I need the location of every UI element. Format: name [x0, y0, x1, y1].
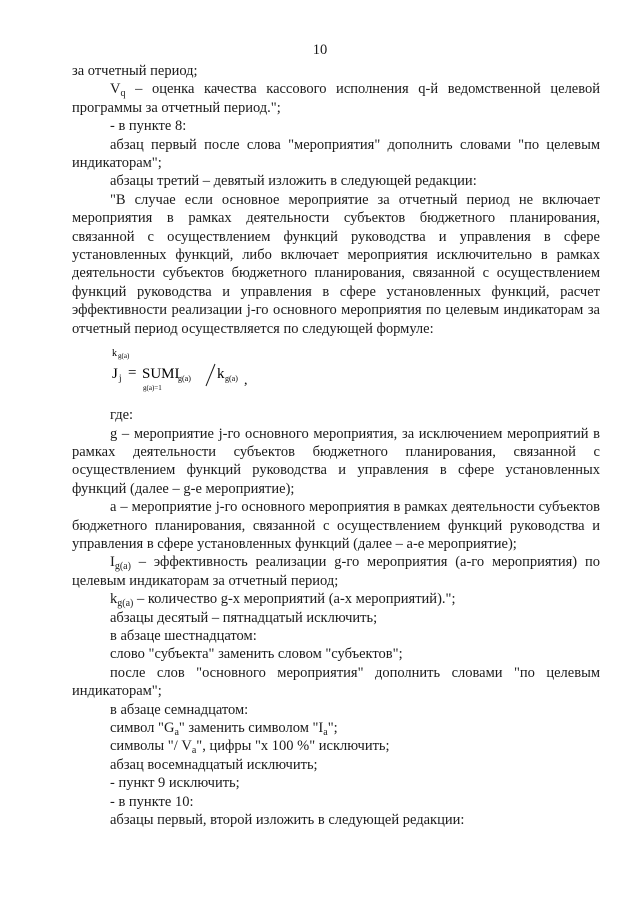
- formula-lhs-sub: j: [119, 373, 122, 384]
- formula-operator: SUMI: [142, 366, 180, 383]
- paragraph-item-10-amend: абзацы первый, второй изложить в следующей редакции:: [110, 812, 465, 829]
- paragraph-where: где:: [110, 407, 134, 424]
- formula-equals: =: [128, 365, 137, 382]
- paragraph-item-9: - пункт 9 исключить;: [110, 775, 240, 792]
- paragraph-new-text: "В случае если основное мероприятие за отчетный период не включает мероприятия в рамках деятельности субъектов бюджетного планирования, связанной с осуществлением функций руководства и управления в сфере установленных функций, либо включает мероприятия исключительно в рамках деятельности субъектов бюджетного планирования, связанной с осуществлением функций руководства и управления в сфере установленных функций, расчет эффективности реализации j-го основного мероприятия по целевым индикаторам за отчетный период осуществляется по следующей формуле:: [72, 191, 600, 337]
- formula-lower: g(a)=1: [143, 384, 162, 393]
- formula-denominator: k: [217, 366, 225, 383]
- exclude-text-b: ", цифры "х 100 %" исключить;: [196, 738, 390, 755]
- symbol-text-c: ";: [327, 720, 338, 736]
- paragraph-period-end: за отчетный период;: [72, 63, 198, 79]
- k-symbol: k: [110, 591, 118, 608]
- paragraph-i-definition: [72, 553, 600, 590]
- symbol-text-b: " заменить символом "I: [178, 720, 324, 736]
- paragraph-item-10: - в пункте 10:: [110, 793, 194, 810]
- vq-subscript: q: [120, 88, 126, 100]
- paragraph-16-heading: в абзаце шестнадцатом:: [110, 627, 257, 644]
- vq-text: – оценка качества кассового исполнения q-й ведомственной целевой программы за отчетный период.";: [72, 81, 600, 116]
- page-number: 10: [312, 42, 328, 58]
- formula-lhs: J: [112, 366, 118, 383]
- formula-upper-sub: g(a): [118, 352, 130, 361]
- paragraph-a-definition: a – мероприятие j-го основного мероприятия в рамках деятельности субъектов бюджетного планирования, связанной с осуществлением функций руководства и управления в сфере установленных функций (далее – а-е мероприятие);: [72, 499, 600, 552]
- formula-denominator-sub: g(a): [225, 374, 238, 384]
- symbol-text-a: символ "G: [110, 720, 175, 736]
- formula-graphic: [72, 344, 272, 396]
- k-subscript: g(a): [117, 598, 134, 610]
- efficiency-formula: [72, 344, 600, 396]
- symbol-sub-a: a: [174, 727, 179, 738]
- paragraph-18-exclude: абзац восемнадцатый исключить;: [110, 756, 318, 773]
- formula-term-sub: g(a): [178, 374, 191, 384]
- paragraph-17-heading: в абзаце семнадцатом:: [110, 701, 249, 718]
- formula-upper: k: [112, 348, 117, 360]
- i-subscript: g(a): [114, 561, 131, 573]
- paragraph-17-exclude: [72, 737, 600, 755]
- formula-slash: [206, 364, 215, 386]
- formula-comma: ,: [244, 373, 248, 389]
- k-text: – количество g-х мероприятий (а-х мероприятий).";: [133, 591, 456, 608]
- paragraph-17-symbol: [72, 719, 600, 737]
- document-body: [72, 62, 600, 829]
- paragraph-first-para-amend: абзац первый после слова "мероприятия" дополнить словами "по целевым индикаторам";: [72, 136, 600, 172]
- paragraph-10-15-exclude: абзацы десятый – пятнадцатый исключить;: [110, 609, 378, 626]
- i-symbol: I: [110, 554, 115, 571]
- paragraph-item-8: - в пункте 8:: [110, 118, 187, 135]
- paragraph-g-definition: g – мероприятие j-го основного мероприятия, за исключением мероприятий в рамках деятельности субъектов бюджетного планирования, связанной с осуществлением функций руководства и управления в сфере установленных функций (далее – g-е мероприятие);: [72, 425, 600, 497]
- paragraph-vq-definition: [72, 80, 600, 117]
- paragraph-3-9-amend: абзацы третий – девятый изложить в следующей редакции:: [110, 173, 477, 190]
- paragraph-16-add: после слов "основного мероприятия" дополнить словами "по целевым индикаторам";: [72, 664, 600, 700]
- symbol-sub-b: a: [323, 727, 328, 738]
- vq-symbol: V: [110, 81, 121, 98]
- paragraph-16-replace: слово "субъекта" заменить словом "субъектов";: [110, 646, 403, 663]
- exclude-text-a: символы "/ V: [110, 738, 192, 755]
- paragraph-k-definition: [72, 590, 600, 608]
- i-text: – эффективность реализации g-го мероприятия (а-го мероприятия) по целевым индикаторам за отчетный период;: [72, 554, 600, 589]
- exclude-sub: a: [191, 745, 197, 757]
